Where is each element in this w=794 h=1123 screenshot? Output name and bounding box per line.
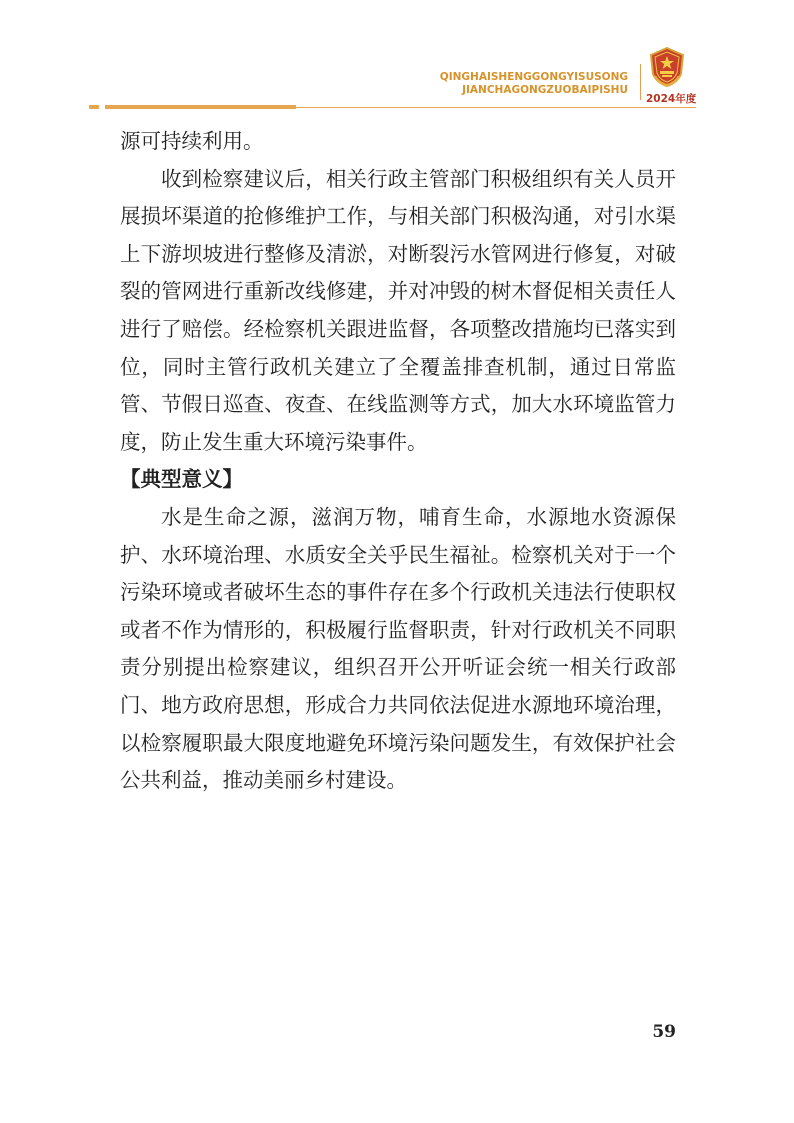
header-vertical-divider	[640, 64, 641, 100]
section-heading-typical-significance: 【典型意义】	[120, 467, 243, 492]
header-rule-line	[296, 107, 696, 108]
header-pinyin-line-1: QINGHAISHENGGONGYISUSONG	[439, 71, 628, 83]
header-pinyin-line-2: JIANCHAGONGZUOBAIPISHU	[462, 83, 628, 96]
document-body	[120, 123, 676, 800]
report-year-label: 2024年度	[646, 93, 697, 105]
header-pinyin-title	[440, 71, 628, 96]
continuation-paragraph: 源可持续利用。	[120, 129, 264, 153]
header-accent-bar-long	[105, 105, 296, 109]
procuratorate-emblem-icon	[647, 46, 687, 88]
page-number: 59	[652, 1022, 676, 1042]
significance-paragraph: 水是生命之源，滋润万物，哺育生命，水源地水资源保护、水环境治理、水质安全关乎民生福祉。检察机关对于一个污染环境或者破坏生态的事件存在多个行政机关违法行使职权或者不作为情形的，积极履行监督职责，针对行政机关不同职责分别提出检察建议，组织召开公开听证会统一相关行政部门、地方政府思想，形成合力共同依法促进水源地环境治理，以检察履职最大限度地避免环境污染问题发生，有效保护社会公共利益，推动美丽乡村建设。	[120, 504, 676, 793]
header-accent-bar-short	[89, 105, 99, 109]
rectification-paragraph: 收到检察建议后，相关行政主管部门积极组织有关人员开展损坏渠道的抢修维护工作，与相关部门积极沟通，对引水渠上下游坝坡进行整修及清淤，对断裂污水管网进行修复，对破裂的管网进行重新改线修建，并对冲毁的树木督促相关责任人进行了赔偿。经检察机关跟进监督，各项整改措施均已落实到位，同时主管行政机关建立了全覆盖排查机制，通过日常监管、节假日巡查、夜查、在线监测等方式，加大水环境监管力度，防止发生重大环境污染事件。	[120, 166, 676, 454]
